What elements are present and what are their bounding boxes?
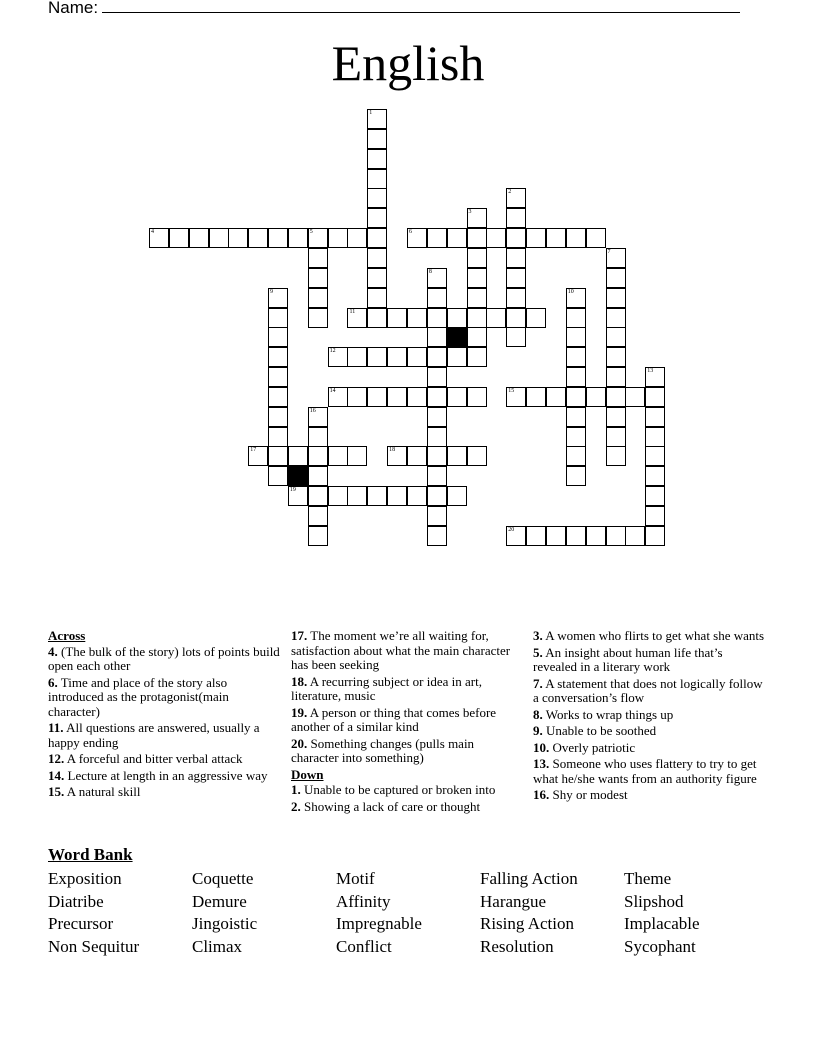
clue <box>48 785 280 800</box>
grid-cell[interactable] <box>645 367 665 387</box>
grid-cell[interactable] <box>387 308 407 328</box>
black-cell <box>447 327 467 347</box>
clue-text: (The bulk of the story) lots of points build open each other <box>48 643 280 673</box>
grid-cell[interactable] <box>367 268 387 288</box>
grid-cell[interactable] <box>526 308 546 328</box>
grid-cell[interactable] <box>546 387 566 407</box>
grid-cell[interactable] <box>606 526 626 546</box>
clue-number: 15. <box>48 784 65 799</box>
grid-cell[interactable] <box>606 347 626 367</box>
grid-cell[interactable] <box>566 288 586 308</box>
word-bank-item: Jingoistic <box>192 914 258 934</box>
clue <box>48 645 280 674</box>
grid-cell[interactable] <box>606 268 626 288</box>
clue-text: Time and place of the story also introduced as the protagonist(main character) <box>48 674 229 719</box>
grid-cell[interactable] <box>407 446 427 466</box>
grid-cell[interactable] <box>606 387 626 407</box>
word-bank-item: Harangue <box>480 891 547 911</box>
grid-cell[interactable] <box>427 367 447 387</box>
grid-cell[interactable] <box>288 446 308 466</box>
clue-text: An insight about human life that’s revealed in a literary work <box>533 644 723 674</box>
grid-cell[interactable] <box>586 526 606 546</box>
word-bank-row <box>48 913 788 936</box>
grid-cell[interactable] <box>526 526 546 546</box>
word-bank-item: Diatribe <box>48 891 104 911</box>
word-bank-item: Motif <box>336 869 375 888</box>
grid-cell[interactable] <box>308 228 328 248</box>
grid-cell[interactable] <box>347 387 367 407</box>
grid-cell[interactable] <box>447 347 467 367</box>
grid-cell[interactable] <box>407 347 427 367</box>
grid-cell[interactable] <box>268 466 288 486</box>
grid-cell[interactable] <box>427 526 447 546</box>
cell-number: 10 <box>567 288 574 295</box>
grid-cell[interactable] <box>566 387 586 407</box>
grid-cell[interactable] <box>308 427 328 447</box>
grid-cell[interactable] <box>288 228 308 248</box>
cell-number: 19 <box>289 487 296 494</box>
grid-cell[interactable] <box>506 288 526 308</box>
grid-cell[interactable] <box>447 387 467 407</box>
grid-cell[interactable] <box>506 208 526 228</box>
clues-column-2 <box>291 629 523 816</box>
clue-number: 14. <box>48 767 65 783</box>
grid-cell[interactable] <box>606 446 626 466</box>
grid-cell[interactable] <box>467 387 487 407</box>
cell-number: 12 <box>329 348 336 355</box>
cell-number: 5 <box>309 229 313 236</box>
grid-cell[interactable] <box>387 486 407 506</box>
grid-cell[interactable] <box>367 129 387 149</box>
grid-cell[interactable] <box>447 228 467 248</box>
grid-cell[interactable] <box>328 446 348 466</box>
grid-cell[interactable] <box>367 188 387 208</box>
clue-number: 20. <box>291 735 308 751</box>
clue <box>48 676 280 720</box>
grid-cell[interactable] <box>268 288 288 308</box>
grid-cell[interactable] <box>566 347 586 367</box>
down-heading: Down <box>291 766 324 782</box>
grid-cell[interactable] <box>407 228 427 248</box>
grid-cell[interactable] <box>447 446 467 466</box>
grid-cell[interactable] <box>566 327 586 347</box>
clue <box>533 757 765 786</box>
grid-cell[interactable] <box>606 248 626 268</box>
grid-cell[interactable] <box>506 268 526 288</box>
grid-cell[interactable] <box>347 446 367 466</box>
grid-cell[interactable] <box>407 486 427 506</box>
cell-number: 9 <box>270 288 274 295</box>
clue <box>291 800 523 815</box>
grid-cell[interactable] <box>645 446 665 466</box>
grid-cell[interactable] <box>367 228 387 248</box>
grid-cell[interactable] <box>566 446 586 466</box>
grid-cell[interactable] <box>447 308 467 328</box>
cell-number: 7 <box>607 248 611 255</box>
cell-number: 16 <box>309 407 316 414</box>
grid-cell[interactable] <box>566 407 586 427</box>
grid-cell[interactable] <box>308 466 328 486</box>
grid-cell[interactable] <box>268 327 288 347</box>
clue-text: A forceful and bitter verbal attack <box>64 751 243 766</box>
cell-number: 11 <box>349 308 356 315</box>
clue <box>533 724 765 739</box>
word-bank-item: Affinity <box>336 891 391 911</box>
cell-number: 1 <box>369 110 373 116</box>
grid-cell[interactable] <box>367 387 387 407</box>
grid-cell[interactable] <box>467 327 487 347</box>
grid-cell[interactable] <box>367 109 387 129</box>
grid-cell[interactable] <box>427 466 447 486</box>
grid-cell[interactable] <box>407 308 427 328</box>
grid-cell[interactable] <box>467 308 487 328</box>
grid-cell[interactable] <box>367 347 387 367</box>
grid-cell[interactable] <box>427 268 447 288</box>
clue <box>48 752 280 767</box>
grid-cell[interactable] <box>367 149 387 169</box>
word-bank <box>48 868 788 958</box>
grid-cell[interactable] <box>268 407 288 427</box>
grid-cell[interactable] <box>625 526 645 546</box>
clue-text: A statement that does not logically follow a conversation’s flow <box>533 675 763 705</box>
grid-cell[interactable] <box>427 427 447 447</box>
grid-cell[interactable] <box>328 347 348 367</box>
clue-number: 6. <box>48 674 58 690</box>
clue-number: 3. <box>533 628 543 643</box>
grid-cell[interactable] <box>228 228 248 248</box>
word-bank-row <box>48 868 788 891</box>
cell-number: 13 <box>647 368 654 375</box>
grid-cell[interactable] <box>308 446 328 466</box>
grid-cell[interactable] <box>427 347 447 367</box>
grid-cell[interactable] <box>506 526 526 546</box>
grid-cell[interactable] <box>427 288 447 308</box>
clue <box>533 741 765 756</box>
grid-cell[interactable] <box>209 228 229 248</box>
word-bank-item: Non Sequitur <box>48 936 140 956</box>
grid-cell[interactable] <box>546 526 566 546</box>
clues-column-1 <box>48 629 280 802</box>
cell-number: 14 <box>329 387 336 394</box>
clue-text: Something changes (pulls main character into something) <box>291 735 475 765</box>
grid-cell[interactable] <box>506 327 526 347</box>
grid-cell[interactable] <box>447 486 467 506</box>
clue-number: 1. <box>291 782 301 797</box>
clue-text: Lecture at length in an aggressive way <box>64 767 268 783</box>
clue <box>533 646 765 675</box>
grid-cell[interactable] <box>268 347 288 367</box>
grid-cell[interactable] <box>606 288 626 308</box>
grid-cell[interactable] <box>486 308 506 328</box>
word-bank-item: Implacable <box>624 914 700 934</box>
grid-cell[interactable] <box>268 427 288 447</box>
word-bank-title: Word Bank <box>48 845 133 864</box>
clue-number: 11. <box>48 720 64 735</box>
clue <box>291 706 523 735</box>
grid-cell[interactable] <box>506 188 526 208</box>
clue-text: A natural skill <box>64 784 141 799</box>
grid-cell[interactable] <box>347 308 367 328</box>
word-bank-item: Sycophant <box>624 936 696 956</box>
grid-cell[interactable] <box>467 347 487 367</box>
clue-number: 18. <box>291 673 308 689</box>
grid-cell[interactable] <box>308 486 328 506</box>
clue-text: Unable to be soothed <box>542 723 657 738</box>
grid-cell[interactable] <box>308 268 328 288</box>
grid-cell[interactable] <box>268 367 288 387</box>
grid-cell[interactable] <box>367 208 387 228</box>
clue-text: A women who flirts to get what she wants <box>542 628 765 643</box>
grid-cell[interactable] <box>308 288 328 308</box>
grid-cell[interactable] <box>546 228 566 248</box>
cell-number: 17 <box>250 447 257 454</box>
grid-cell[interactable] <box>606 427 626 447</box>
grid-cell[interactable] <box>407 387 427 407</box>
clues-column-3 <box>533 629 765 805</box>
grid-cell[interactable] <box>248 446 268 466</box>
grid-cell[interactable] <box>169 228 189 248</box>
word-bank-item: Slipshod <box>624 891 684 911</box>
grid-cell[interactable] <box>367 288 387 308</box>
grid-cell[interactable] <box>367 169 387 189</box>
grid-cell[interactable] <box>387 387 407 407</box>
clue-text: The moment we’re all waiting for, satisfaction about what the main character has been seeking <box>291 628 511 672</box>
grid-cell[interactable] <box>645 407 665 427</box>
grid-cell[interactable] <box>645 526 665 546</box>
clue-text: Shy or modest <box>549 787 628 802</box>
grid-cell[interactable] <box>526 228 546 248</box>
clue-number: 16. <box>533 787 550 802</box>
grid-cell[interactable] <box>645 506 665 526</box>
word-bank-item: Impregnable <box>336 914 422 934</box>
grid-cell[interactable] <box>586 228 606 248</box>
across-heading: Across <box>48 628 86 643</box>
name-label: Name: <box>48 0 99 17</box>
clue-text: Someone who uses flattery to try to get what he/she wants from an authority figure <box>533 756 757 786</box>
clue <box>291 675 523 704</box>
grid-cell[interactable] <box>586 387 606 407</box>
grid-cell[interactable] <box>645 387 665 407</box>
cell-number: 15 <box>508 387 515 394</box>
clue-text: All questions are answered, usually a happy ending <box>48 720 260 750</box>
grid-cell[interactable] <box>189 228 209 248</box>
clue <box>291 783 523 798</box>
clue-number: 4. <box>48 643 58 659</box>
grid-cell[interactable] <box>427 446 447 466</box>
grid-cell[interactable] <box>347 347 367 367</box>
grid-cell[interactable] <box>606 367 626 387</box>
word-bank-item: Conflict <box>336 936 392 956</box>
grid-cell[interactable] <box>506 387 526 407</box>
word-bank-item: Coquette <box>192 869 254 888</box>
clue <box>533 677 765 706</box>
grid-cell[interactable] <box>268 387 288 407</box>
grid-cell[interactable] <box>606 327 626 347</box>
clue <box>291 629 523 673</box>
clue-number: 9. <box>533 723 543 738</box>
grid-cell[interactable] <box>506 308 526 328</box>
clue-number: 8. <box>533 706 543 722</box>
clue-number: 2. <box>291 798 301 814</box>
grid-cell[interactable] <box>427 228 447 248</box>
grid-cell[interactable] <box>566 427 586 447</box>
cell-number: 18 <box>389 447 396 454</box>
clue <box>48 721 280 750</box>
grid-cell[interactable] <box>566 228 586 248</box>
grid-cell[interactable] <box>328 387 348 407</box>
grid-cell[interactable] <box>149 228 169 248</box>
word-bank-item: Falling Action <box>480 869 578 888</box>
clue <box>533 629 765 644</box>
clue-text: A recurring subject or idea in art, literature, music <box>291 673 482 703</box>
word-bank-item: Demure <box>192 891 247 911</box>
grid-cell[interactable] <box>427 387 447 407</box>
grid-cell[interactable] <box>367 248 387 268</box>
cell-number: 6 <box>409 229 412 236</box>
grid-cell[interactable] <box>328 486 348 506</box>
grid-cell[interactable] <box>308 407 328 427</box>
grid-cell[interactable] <box>308 308 328 328</box>
cell-number: 4 <box>150 229 154 236</box>
grid-cell[interactable] <box>645 486 665 506</box>
grid-cell[interactable] <box>645 427 665 447</box>
grid-cell[interactable] <box>328 228 348 248</box>
clue-text: Overly patriotic <box>549 739 636 755</box>
grid-cell[interactable] <box>606 407 626 427</box>
clue-number: 12. <box>48 751 65 766</box>
grid-cell[interactable] <box>268 308 288 328</box>
grid-cell[interactable] <box>566 466 586 486</box>
cell-number: 20 <box>508 526 515 533</box>
grid-cell[interactable] <box>308 506 328 526</box>
grid-cell[interactable] <box>427 308 447 328</box>
page-title: English <box>331 35 485 91</box>
clue <box>48 769 280 784</box>
clue-number: 17. <box>291 628 308 643</box>
clue <box>291 737 523 766</box>
grid-cell[interactable] <box>248 228 268 248</box>
grid-cell[interactable] <box>467 208 487 228</box>
clue-number: 10. <box>533 739 550 755</box>
grid-cell[interactable] <box>467 228 487 248</box>
grid-cell[interactable] <box>347 228 367 248</box>
clue-text: A person or thing that comes before another of a similar kind <box>291 704 497 734</box>
word-bank-item: Rising Action <box>480 914 574 934</box>
grid-cell[interactable] <box>467 248 487 268</box>
grid-cell[interactable] <box>467 446 487 466</box>
cell-number: 2 <box>508 189 512 196</box>
grid-cell[interactable] <box>427 506 447 526</box>
grid-cell[interactable] <box>308 248 328 268</box>
clue-number: 7. <box>533 675 543 691</box>
clue-text: Showing a lack of care or thought <box>300 798 481 814</box>
grid-cell[interactable] <box>506 228 526 248</box>
grid-cell[interactable] <box>506 248 526 268</box>
clue-text: Unable to be captured or broken into <box>300 782 496 797</box>
grid-cell[interactable] <box>387 347 407 367</box>
grid-cell[interactable] <box>427 327 447 347</box>
cell-number: 8 <box>428 268 432 275</box>
grid-cell[interactable] <box>486 228 506 248</box>
grid-cell[interactable] <box>427 407 447 427</box>
grid-cell[interactable] <box>268 446 288 466</box>
grid-cell[interactable] <box>367 308 387 328</box>
grid-cell[interactable] <box>566 526 586 546</box>
clue <box>533 788 765 803</box>
word-bank-item: Precursor <box>48 914 114 934</box>
grid-cell[interactable] <box>367 486 387 506</box>
grid-cell[interactable] <box>645 466 665 486</box>
word-bank-item: Climax <box>192 936 243 956</box>
word-bank-item: Theme <box>624 869 672 888</box>
grid-cell[interactable] <box>268 228 288 248</box>
grid-cell[interactable] <box>467 268 487 288</box>
word-bank-item: Exposition <box>48 869 122 888</box>
grid-cell[interactable] <box>387 446 407 466</box>
grid-cell[interactable] <box>625 387 645 407</box>
clue-number: 5. <box>533 644 543 660</box>
grid-cell[interactable] <box>566 308 586 328</box>
clue-text: Works to wrap things up <box>542 706 674 722</box>
grid-cell[interactable] <box>427 486 447 506</box>
grid-cell[interactable] <box>566 367 586 387</box>
word-bank-row <box>48 891 788 914</box>
grid-cell[interactable] <box>606 308 626 328</box>
grid-cell[interactable] <box>288 486 308 506</box>
word-bank-row <box>48 936 788 959</box>
grid-cell[interactable] <box>308 526 328 546</box>
grid-cell[interactable] <box>526 387 546 407</box>
grid-cell[interactable] <box>467 288 487 308</box>
black-cell <box>288 466 308 486</box>
cell-number: 3 <box>468 209 472 216</box>
word-bank-item: Resolution <box>480 936 554 956</box>
clue-number: 19. <box>291 704 308 720</box>
grid-cell[interactable] <box>347 486 367 506</box>
clue <box>533 708 765 723</box>
clue-number: 13. <box>533 756 550 771</box>
